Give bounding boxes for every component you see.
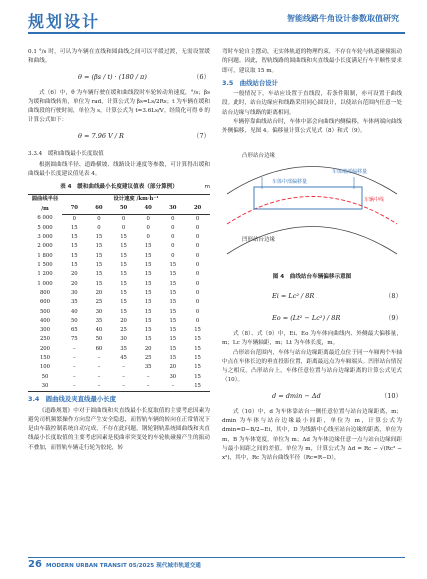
table-cell-radius: 500: [39, 308, 51, 315]
table-row: [28, 261, 210, 270]
table-cell-length: 15: [95, 271, 103, 278]
table-cell-length: 15: [120, 299, 127, 306]
table-cell-length: 15: [169, 345, 177, 352]
table-cell-length: 30: [70, 289, 78, 296]
table-cell-length: 15: [95, 252, 103, 259]
table-row: [28, 252, 210, 261]
table-cell-length: –: [72, 355, 76, 362]
table-cell-length: 45: [120, 355, 127, 362]
section-heading: 3.5 曲线站台设计: [222, 78, 279, 87]
table-cell-length: –: [97, 373, 101, 380]
table-cell-radius: 5 000: [37, 224, 53, 231]
paragraph: 式（10）中，d 为车体靠站台一侧任意位置与站台边缘距离，m；dmin 为车体与站台边缘最小间距，单位为 m，计算公式为 dmin=D−B/2−Ei，其中，D 为线路中心线至站台边缘的距离，单位为 m，B 为车体宽度，单位为 m；Δd 为车体边缘任意一点与站台边缘间距与最小间距之间的差值，单位为 m，计算公式为 Δd = Rc − √(Rc² − x²)，其中，Rc 为站台曲线半径（Rc=R−D），: [222, 408, 402, 462]
table-cell-length: 0: [121, 224, 126, 231]
table-cell-radius: 300: [39, 327, 51, 334]
table-cell-length: 15: [144, 327, 152, 334]
table-row: [28, 289, 210, 298]
table-cell-length: –: [72, 373, 76, 380]
table-cell-radius: 6 000: [37, 215, 53, 222]
table-cell-length: 15: [70, 252, 78, 259]
table-cell-length: 0: [171, 215, 175, 222]
table-cell-length: 0: [195, 215, 200, 222]
formula-7-number: （7）: [192, 132, 210, 141]
table-cell-length: 25: [120, 327, 127, 334]
table-cell-length: 15: [70, 234, 78, 241]
table-cell-length: 15: [144, 308, 152, 315]
table-cell-length: –: [97, 364, 101, 371]
table-cell-radius: 1 500: [37, 262, 53, 269]
paragraph: 0.1 °/s 时，可认为车辆在直线和圆曲线之间可以平缓过渡，无需设置缓和曲线。: [28, 49, 210, 65]
table-cell-length: 15: [95, 243, 103, 250]
section-title: 规划设计: [28, 12, 101, 31]
table-cell-length: 15: [144, 289, 152, 296]
table-cell-length: –: [97, 355, 101, 362]
table-cell-radius: 3 000: [37, 234, 53, 241]
table-cell-length: 0: [195, 262, 200, 269]
table-cell-length: 40: [70, 308, 78, 315]
table-cell-length: 15: [194, 364, 201, 371]
table-cell-length: 15: [144, 262, 152, 269]
table-cell-length: –: [122, 373, 125, 380]
table-cell-length: 35: [70, 299, 78, 306]
table-cell-length: 20: [70, 280, 78, 287]
table-cell-length: 35: [120, 345, 127, 352]
table-cell-length: 35: [95, 317, 103, 324]
table-cell-radius: 200: [39, 345, 51, 352]
table-cell-length: –: [146, 373, 150, 380]
table-cell-length: 50: [95, 336, 103, 343]
table-cell-length: –: [72, 345, 76, 352]
table-cell-length: 15: [185, 382, 210, 392]
table-header-radius: 圆曲线半径 /m: [28, 194, 62, 214]
paragraph: 一般情况下，车站应设置于直线段，若条件限制，亦可设置于曲线段。此时，站台边缘应和线路采用同心圆设计，以使站台范围内任意一处站台边缘与线路的距离相同。: [222, 91, 402, 116]
table-cell-length: 15: [169, 289, 177, 296]
table-cell-length: 15: [120, 243, 127, 250]
table-cell-length: 15: [194, 345, 201, 352]
table-cell-length: 0: [146, 224, 150, 231]
table-row: [28, 224, 210, 233]
table-cell-length: 15: [120, 280, 127, 287]
table-row: [28, 317, 210, 326]
table-row: [28, 308, 210, 317]
table-cell-length: 15: [120, 271, 127, 278]
table-cell-length: 15: [70, 224, 78, 231]
formula-10-number: （10）: [380, 392, 402, 401]
table-header-cell: 30: [161, 204, 186, 214]
table-cell-length: 0: [171, 243, 175, 250]
table-cell-length: 15: [120, 308, 127, 315]
paragraph: 根据圆曲线半径、道路横坡、线路设计速度等参数，可计算得出缓和曲线最小长度建议值见表 4。: [28, 162, 210, 178]
table-cell-length: 40: [95, 327, 103, 334]
table-cell-length: 15: [169, 262, 177, 269]
formula-9: [222, 308, 402, 330]
running-title: 智能线路牛角设计参数取值研究: [287, 14, 399, 23]
table-cell-length: 30: [120, 336, 127, 343]
table-cell-radius: 400: [39, 317, 51, 324]
table-row: [28, 382, 210, 392]
table-cell-length: 15: [194, 336, 201, 343]
table-cell-length: –: [62, 382, 87, 392]
table-cell-length: 0: [97, 224, 101, 231]
formula-8: [222, 286, 402, 308]
formula-7-body: θ = 7.96 V / R: [78, 132, 124, 141]
table-cell-length: –: [72, 364, 76, 371]
table-cell-radius: 50: [41, 373, 49, 380]
page-footer: [0, 555, 427, 579]
table-cell-length: 0: [195, 234, 200, 241]
formula-6-body: θ = (βs / t) · (180 / π): [78, 72, 147, 81]
formula-10: [222, 386, 402, 408]
table-cell-length: 50: [70, 317, 78, 324]
table-cell-length: 20: [169, 364, 177, 371]
table-cell-radius: 1 800: [37, 252, 53, 259]
table-cell-length: 30: [169, 373, 177, 380]
table-cell-length: 15: [144, 243, 152, 250]
table-cell-length: 0: [195, 252, 200, 259]
table-row: [28, 298, 210, 307]
outer-edge-label: 凸形站台边缘: [242, 152, 276, 159]
table-cell-length: 0: [146, 215, 150, 222]
table-cell-length: 15: [144, 280, 152, 287]
table-cell-length: 15: [169, 308, 177, 315]
outer-platform-edge: [227, 166, 397, 194]
formula-7: [28, 126, 210, 148]
table-cell-length: 15: [169, 336, 177, 343]
page-header: [0, 0, 427, 40]
table-header-cell: 20: [185, 204, 210, 214]
table-cell-length: 15: [144, 317, 152, 324]
table-cell-length: 15: [95, 262, 103, 269]
table-cell-length: 15: [169, 271, 177, 278]
table-cell-radius: 1 000: [37, 280, 53, 287]
footer-rule: [28, 557, 405, 558]
table-cell-length: 0: [72, 215, 76, 222]
table-caption: [28, 183, 210, 192]
table-header-cell: 40: [136, 204, 161, 214]
table-cell-length: 15: [169, 299, 177, 306]
table-header-speed: 设计速度 /km·h⁻¹: [62, 194, 210, 204]
table-cell-length: 15: [70, 243, 78, 250]
formula-6: [28, 67, 210, 89]
table-cell-length: 15: [120, 234, 127, 241]
table-cell-length: 65: [70, 327, 78, 334]
table-cell-length: –: [161, 382, 186, 392]
table-cell-length: 15: [169, 355, 177, 362]
end-offset-label: 车体端部偏移量: [332, 168, 368, 175]
table-cell-length: 15: [169, 327, 177, 334]
inner-edge-label: 凹形站台边缘: [242, 236, 276, 243]
track-label: 车辆中线: [364, 196, 385, 203]
table-cell-length: 75: [70, 336, 78, 343]
paragraph: 车辆停靠曲线站台时，车体中部会向曲线内侧偏移，车体两端向曲线外侧偏移，见图 4。偏移量计算公式见式（8）和式（9）。: [222, 119, 402, 135]
table-header-cell: 50: [111, 204, 136, 214]
table-cell-length: 0: [171, 234, 175, 241]
paragraph: 式（6）中，θ 为车辆行驶在缓和曲线段时车轮转动角速度，°/s；βs 为缓和曲线转角，单位为 rad，计算公式为 βs=Ls/2Rs；t 为车辆在缓和曲线段的行驶时间，单位为 s，计算公式为 t=3.6Ls/V。经简化可得 θ 的计算公式如下：: [28, 89, 210, 124]
table-cell-length: 15: [194, 373, 201, 380]
table-cell-length: 15: [144, 336, 152, 343]
formula-9-body: Eo = (Lt² − Lc²) / 8R: [272, 314, 341, 323]
table-cell-length: 0: [195, 243, 200, 250]
table-cell-length: 0: [195, 317, 200, 324]
table-cell-length: 0: [195, 224, 200, 231]
table-cell-radius: 600: [39, 299, 51, 306]
table-cell-radius: 150: [39, 355, 51, 362]
table-cell-length: 15: [95, 234, 103, 241]
right-column: [222, 48, 402, 464]
table-cell-length: 60: [95, 345, 103, 352]
table-row: [28, 335, 210, 344]
middle-offset-label: 车体中部偏移量: [272, 178, 308, 185]
table-header-cell: 70: [62, 204, 87, 214]
table-cell-length: 25: [144, 355, 152, 362]
table-cell-length: 0: [195, 271, 200, 278]
table-cell-length: 0: [97, 215, 101, 222]
table-cell-length: –: [111, 382, 136, 392]
table-cell-radius: 250: [39, 336, 51, 343]
table-cell-length: 30: [95, 308, 103, 315]
paragraph: 式（8）、式（9）中，Ei、Eo 为车体向曲线内、外侧最大偏移量，m；Lc 为车辆轴距，m；Lt 为车体长度，m。: [222, 330, 402, 347]
header-rule: [28, 32, 405, 34]
table-cell-radius: 1 200: [37, 271, 53, 278]
paragraph: 《道路规划》中对于圆曲线和夹直线最小长度取值的主要考虑因素为避免司机频繁操作方向盘产生安全隐患，而智轨车辆的转向在正常情况下是由车载控制系统自动完成，不存在此问题。钢轮钢轨系统圆曲线和夹直线最小长度取值的主要考虑因素是使曲率突变处的车轮轨碰撞产生的振动不叠加，而智轨车辆走行轮为胶轮，转: [28, 407, 210, 451]
table-cell-length: 15: [144, 299, 152, 306]
formula-10-body: d = dmin − Δd: [272, 392, 321, 401]
formula-9-number: （9）: [384, 314, 402, 323]
table-cell-length: 20: [95, 289, 103, 296]
table-cell-length: 0: [171, 224, 175, 231]
table-cell-length: 15: [194, 327, 201, 334]
table-cell-length: 15: [70, 262, 78, 269]
table-caption-text: 表 4 缓和曲线最小长度建议值表（部分算例）: [60, 183, 178, 190]
left-column: [28, 48, 210, 453]
table-cell-length: –: [87, 382, 112, 392]
formula-8-body: Ei = Lc² / 8R: [272, 292, 315, 301]
table-cell-length: 0: [195, 308, 200, 315]
table-cell-length: 15: [194, 355, 201, 362]
paragraph: 凸形站台范围内，车体与站台边缘距离最近点位于同一车厢两个车轴中点在车体长边的垂直投影位置，距离最远点为车厢端头。凹形站台情况与之相反。凸形站台上，车体任意位置与站台边缘距离的计算公式见式（10）。: [222, 349, 402, 384]
table-cell-length: –: [122, 364, 125, 371]
table-header-cell: 60: [87, 204, 112, 214]
table-cell-length: 0: [121, 215, 126, 222]
table-cell-length: 0: [195, 299, 200, 306]
subsection-heading: 3.3.4 缓和曲线最小长度取值: [28, 150, 104, 157]
table-cell-radius: 2 000: [37, 243, 53, 250]
table-row: [28, 354, 210, 363]
section-heading: 3.4 圆曲线及夹直线最小长度: [28, 395, 117, 404]
table-row: [28, 233, 210, 242]
table-row: [28, 363, 210, 372]
table-row: [28, 270, 210, 279]
table-cell-length: 15: [120, 252, 127, 259]
table-cell-length: 15: [169, 280, 177, 287]
table-cell-length: 15: [169, 317, 177, 324]
page-number: 26: [28, 559, 42, 570]
table-cell-length: 15: [95, 280, 103, 287]
table-cell-length: 15: [120, 289, 127, 296]
table-cell-length: 0: [146, 234, 150, 241]
table-cell-length: 20: [120, 317, 127, 324]
curve-platform-diagram: [222, 139, 402, 271]
table-row: [28, 214, 210, 224]
table-cell-length: –: [136, 382, 161, 392]
table-cell-length: 15: [120, 262, 127, 269]
table-cell-length: 20: [144, 345, 152, 352]
vehicle-body: [254, 187, 362, 209]
min-transition-length-table: [28, 194, 210, 392]
table-row: [28, 345, 210, 354]
table-cell-radius: 30: [28, 382, 62, 392]
table-cell-length: 25: [95, 299, 103, 306]
paragraph: 弯时车轮自主摆动，无实体轨道的物理约束，不存在车轮与轨道碰撞振动的问题。因此，智轨线路的圆曲线和夹直线最小长度满足行车平顺性要求即可，建议取 15 m。: [222, 49, 402, 74]
table-cell-length: 0: [195, 280, 200, 287]
table-cell-length: 15: [144, 252, 152, 259]
formula-6-number: （6）: [192, 72, 210, 81]
figure-4: [222, 139, 402, 271]
table-cell-radius: 800: [39, 289, 51, 296]
table-row: [28, 326, 210, 335]
journal-name: MODERN URBAN TRANSIT 05/2025 现代城市轨道交通: [46, 563, 201, 569]
table-row: [28, 373, 210, 382]
table-cell-length: 15: [144, 271, 152, 278]
table-cell-length: 0: [195, 289, 200, 296]
figure-caption: 图 4 曲线站台车辆偏移示意图: [272, 273, 352, 280]
formula-8-number: （8）: [384, 292, 402, 301]
table-row: [28, 280, 210, 289]
table-cell-length: 35: [144, 364, 152, 371]
table-unit: m: [204, 183, 210, 190]
table-row: [28, 242, 210, 251]
table-cell-length: 20: [70, 271, 78, 278]
table-cell-radius: 100: [39, 364, 51, 371]
table-cell-length: 0: [171, 252, 175, 259]
